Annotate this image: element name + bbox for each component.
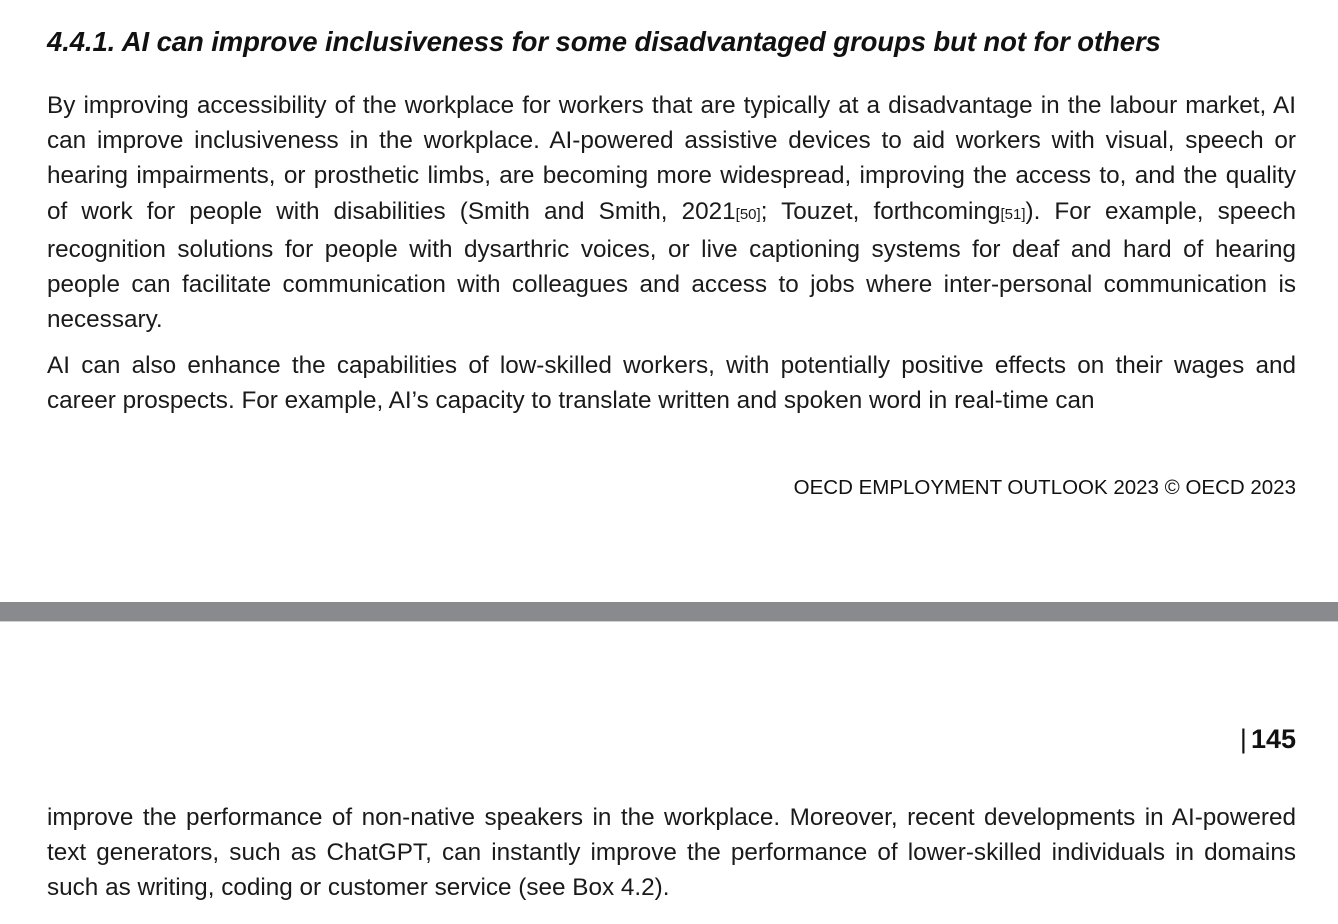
- paragraph-text: By improving accessibility of the workplace for workers that are typically at a disadvantage in the labour market, AI can improve inclusiveness in the workplace. AI-powered assistive devices to aid workers with visual, speech or hearing impairments, or prosthetic limbs, are becoming more widespread, improving the access to, and the quality of work for people with disabilities (Smith and Smith, 2021: [47, 92, 1296, 225]
- page-number-value: 145: [1250, 724, 1296, 754]
- paragraph-low-skilled: AI can also enhance the capabilities of low-skilled workers, with potentially positive effects on their wages and career prospects. For example, AI’s capacity to translate written and spoken word in real-time can: [47, 352, 1296, 415]
- citation-reference-50[interactable]: [50]: [735, 205, 761, 223]
- citation-reference-51[interactable]: [51]: [1000, 205, 1026, 223]
- page-footer: OECD EMPLOYMENT OUTLOOK 2023 © OECD 2023: [793, 476, 1296, 499]
- section-heading: 4.4.1. AI can improve inclusiveness for some disadvantaged groups but not for others: [47, 26, 1161, 57]
- page-number-separator: |: [1239, 724, 1247, 754]
- page-number: [1240, 724, 1296, 755]
- paragraph-text: ; Touzet, forthcoming: [760, 197, 1001, 225]
- paragraph-continued: improve the performance of non-native speakers in the workplace. Moreover, recent developments in AI-powered text generators, such as ChatGPT, can instantly improve the performance of lower-skilled individuals in domains such as writing, coding or customer service (see Box 4.2).: [47, 804, 1296, 902]
- paragraph-accessibility: [47, 88, 1296, 337]
- paragraph-text: ). For example, speech recognition solutions for people with dysarthric voices, or live captioning systems for deaf and hard of hearing people can facilitate communication with colleagues and access to jobs where inter-personal communication is necessary.: [47, 197, 1296, 334]
- page-separator: [0, 602, 1338, 622]
